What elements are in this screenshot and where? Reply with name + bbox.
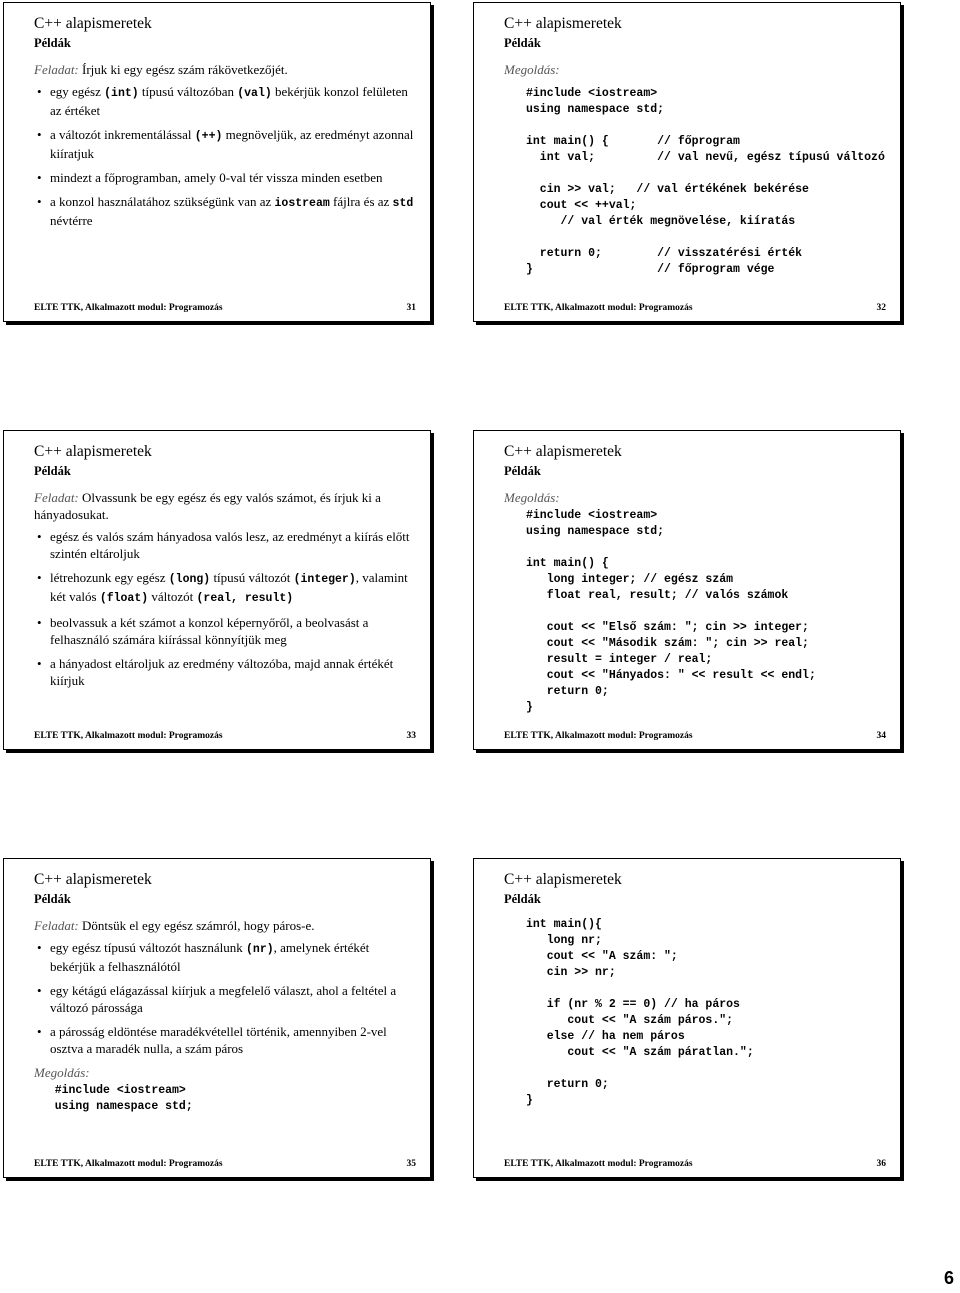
slide-title: C++ alapismeretek: [34, 15, 152, 32]
task-text: Döntsük el egy egész számról, hogy páros-e.: [78, 918, 315, 933]
footer-text: ELTE TTK, Alkalmazott modul: Programozás: [504, 303, 693, 313]
bullet-item: • létrehozunk egy egész (long) típusú változót (integer), valamint két valós (float) változót (real, result): [34, 569, 416, 607]
slide-number: 35: [406, 1159, 416, 1169]
footer-text: ELTE TTK, Alkalmazott modul: Programozás: [34, 1159, 223, 1169]
bullet-item: • beolvassuk a két számot a konzol képernyőről, a beolvasást a felhasználó számára kiírással könnyítjük meg: [34, 614, 416, 648]
page-number: 6: [943, 1268, 954, 1288]
bullet-item: • mindezt a főprogramban, amely 0-val tér vissza minden esetben: [34, 169, 416, 186]
bullet-item: • egy kétágú elágazással kiírjuk a megfelelő választ, ahol a feltétel a változó párossága: [34, 982, 416, 1016]
task-statement: [34, 917, 416, 934]
code-block: int main(){ long nr; cout << "A szám: "; cin >> nr; if (nr % 2 == 0) // ha páros cout << "A szám páros."; else // ha nem páros cout << "A szám páratlan."; return 0; }: [526, 918, 754, 1107]
inline-code: iostream: [274, 197, 330, 210]
slide-31: [3, 2, 431, 322]
code-block: #include <iostream> using namespace std;: [54, 1084, 193, 1113]
slide-body: [504, 61, 886, 278]
task-statement: [34, 489, 416, 523]
slide-title: C++ alapismeretek: [504, 443, 622, 460]
inline-code: (int): [104, 87, 139, 100]
slide-34: [473, 430, 901, 750]
inline-code: (integer): [293, 573, 356, 586]
task-label: Feladat:: [34, 62, 79, 77]
slide-subtitle: Példák: [504, 892, 541, 906]
slide-title: C++ alapismeretek: [34, 443, 152, 460]
slide-footer: [504, 303, 886, 313]
slide-body: [34, 489, 416, 696]
bullet-item: • a hányadost eltároljuk az eredmény változóba, majd annak értékét kiírjuk: [34, 655, 416, 689]
slide-title: C++ alapismeretek: [34, 871, 152, 888]
slide-body: [34, 61, 416, 236]
bullet-item: • a változót inkrementálással (++) megnöveljük, az eredményt azonnal kiíratjuk: [34, 126, 416, 162]
code-block: #include <iostream> using namespace std; int main() { long integer; // egész szám float real, result; // valós számok cout << "Első szám: "; cin >> integer; cout << "Második szám: "; cin >> real; result = integer / real; cout << "Hányados: " << result << endl; return 0; }: [526, 509, 816, 714]
slide-footer: [504, 731, 886, 741]
slide-footer: [34, 731, 416, 741]
slide-number: 33: [406, 731, 416, 741]
slide-subtitle: Példák: [34, 892, 71, 906]
inline-code: (++): [194, 130, 223, 143]
slide-body: [504, 489, 886, 716]
slide-title: C++ alapismeretek: [504, 871, 622, 888]
slide-footer: [504, 1159, 886, 1169]
inline-code: (nr): [246, 943, 274, 956]
task-statement: [34, 61, 416, 78]
code-block: #include <iostream> using namespace std; int main() { // főprogram int val; // val nevű, egész típusú változó cin >> val; // val értékének bekérése cout << ++val; // val érték megnövelése, kiíratás return 0; // visszatérési érték } // főprogram vége: [526, 87, 885, 276]
slide-title: C++ alapismeretek: [504, 15, 622, 32]
inline-code: (long): [168, 573, 211, 586]
inline-code: std: [392, 197, 414, 210]
slide-35: [3, 858, 431, 1178]
slide-number: 34: [876, 731, 886, 741]
bullet-item: • egy egész (int) típusú változóban (val) bekérjük konzol felületen az értéket: [34, 83, 416, 119]
slide-33: [3, 430, 431, 750]
task-text: Írjuk ki egy egész szám rákövetkezőjét.: [78, 62, 288, 77]
slide-subtitle: Példák: [504, 464, 541, 478]
inline-code: (real, result): [196, 592, 294, 605]
footer-text: ELTE TTK, Alkalmazott modul: Programozás: [504, 1159, 693, 1169]
footer-text: ELTE TTK, Alkalmazott modul: Programozás: [34, 303, 223, 313]
inline-code: (val): [237, 87, 272, 100]
bullet-item: • a konzol használatához szükségünk van az iostream fájlra és az std névtérre: [34, 193, 416, 229]
task-text: Olvassunk be egy egész és egy valós számot, és írjuk ki a hányadosukat.: [34, 490, 381, 522]
slide-footer: [34, 303, 416, 313]
solution-label: Megoldás:: [504, 62, 560, 77]
slide-number: 36: [876, 1159, 886, 1169]
bullet-item: • egész és valós szám hányadosa valós lesz, az eredményt a kiírás előtt szintén eltároljuk: [34, 528, 416, 562]
task-label: Feladat:: [34, 918, 79, 933]
slide-subtitle: Példák: [34, 464, 71, 478]
slide-subtitle: Példák: [504, 36, 541, 50]
bullet-list: [34, 83, 416, 229]
slide-36: [473, 858, 901, 1178]
slide-subtitle: Példák: [34, 36, 71, 50]
slide-footer: [34, 1159, 416, 1169]
bullet-item: • a párosság eldöntése maradékvétellel történik, amennyiben 2-vel osztva a maradék nulla, a szám páros: [34, 1023, 416, 1057]
slide-body: [504, 917, 886, 1109]
solution-label: Megoldás:: [34, 1065, 90, 1080]
inline-code: (float): [99, 592, 149, 605]
slide-number: 31: [406, 303, 416, 313]
slide-32: [473, 2, 901, 322]
bullet-list: [34, 528, 416, 689]
bullet-item: • egy egész típusú változót használunk (nr), amelynek értékét bekérjük a felhasználótól: [34, 939, 416, 975]
slide-number: 32: [876, 303, 886, 313]
solution-label: Megoldás:: [504, 490, 560, 505]
bullet-list: [34, 939, 416, 1057]
footer-text: ELTE TTK, Alkalmazott modul: Programozás: [34, 731, 223, 741]
footer-text: ELTE TTK, Alkalmazott modul: Programozás: [504, 731, 693, 741]
slide-body: [34, 917, 416, 1115]
task-label: Feladat:: [34, 490, 79, 505]
